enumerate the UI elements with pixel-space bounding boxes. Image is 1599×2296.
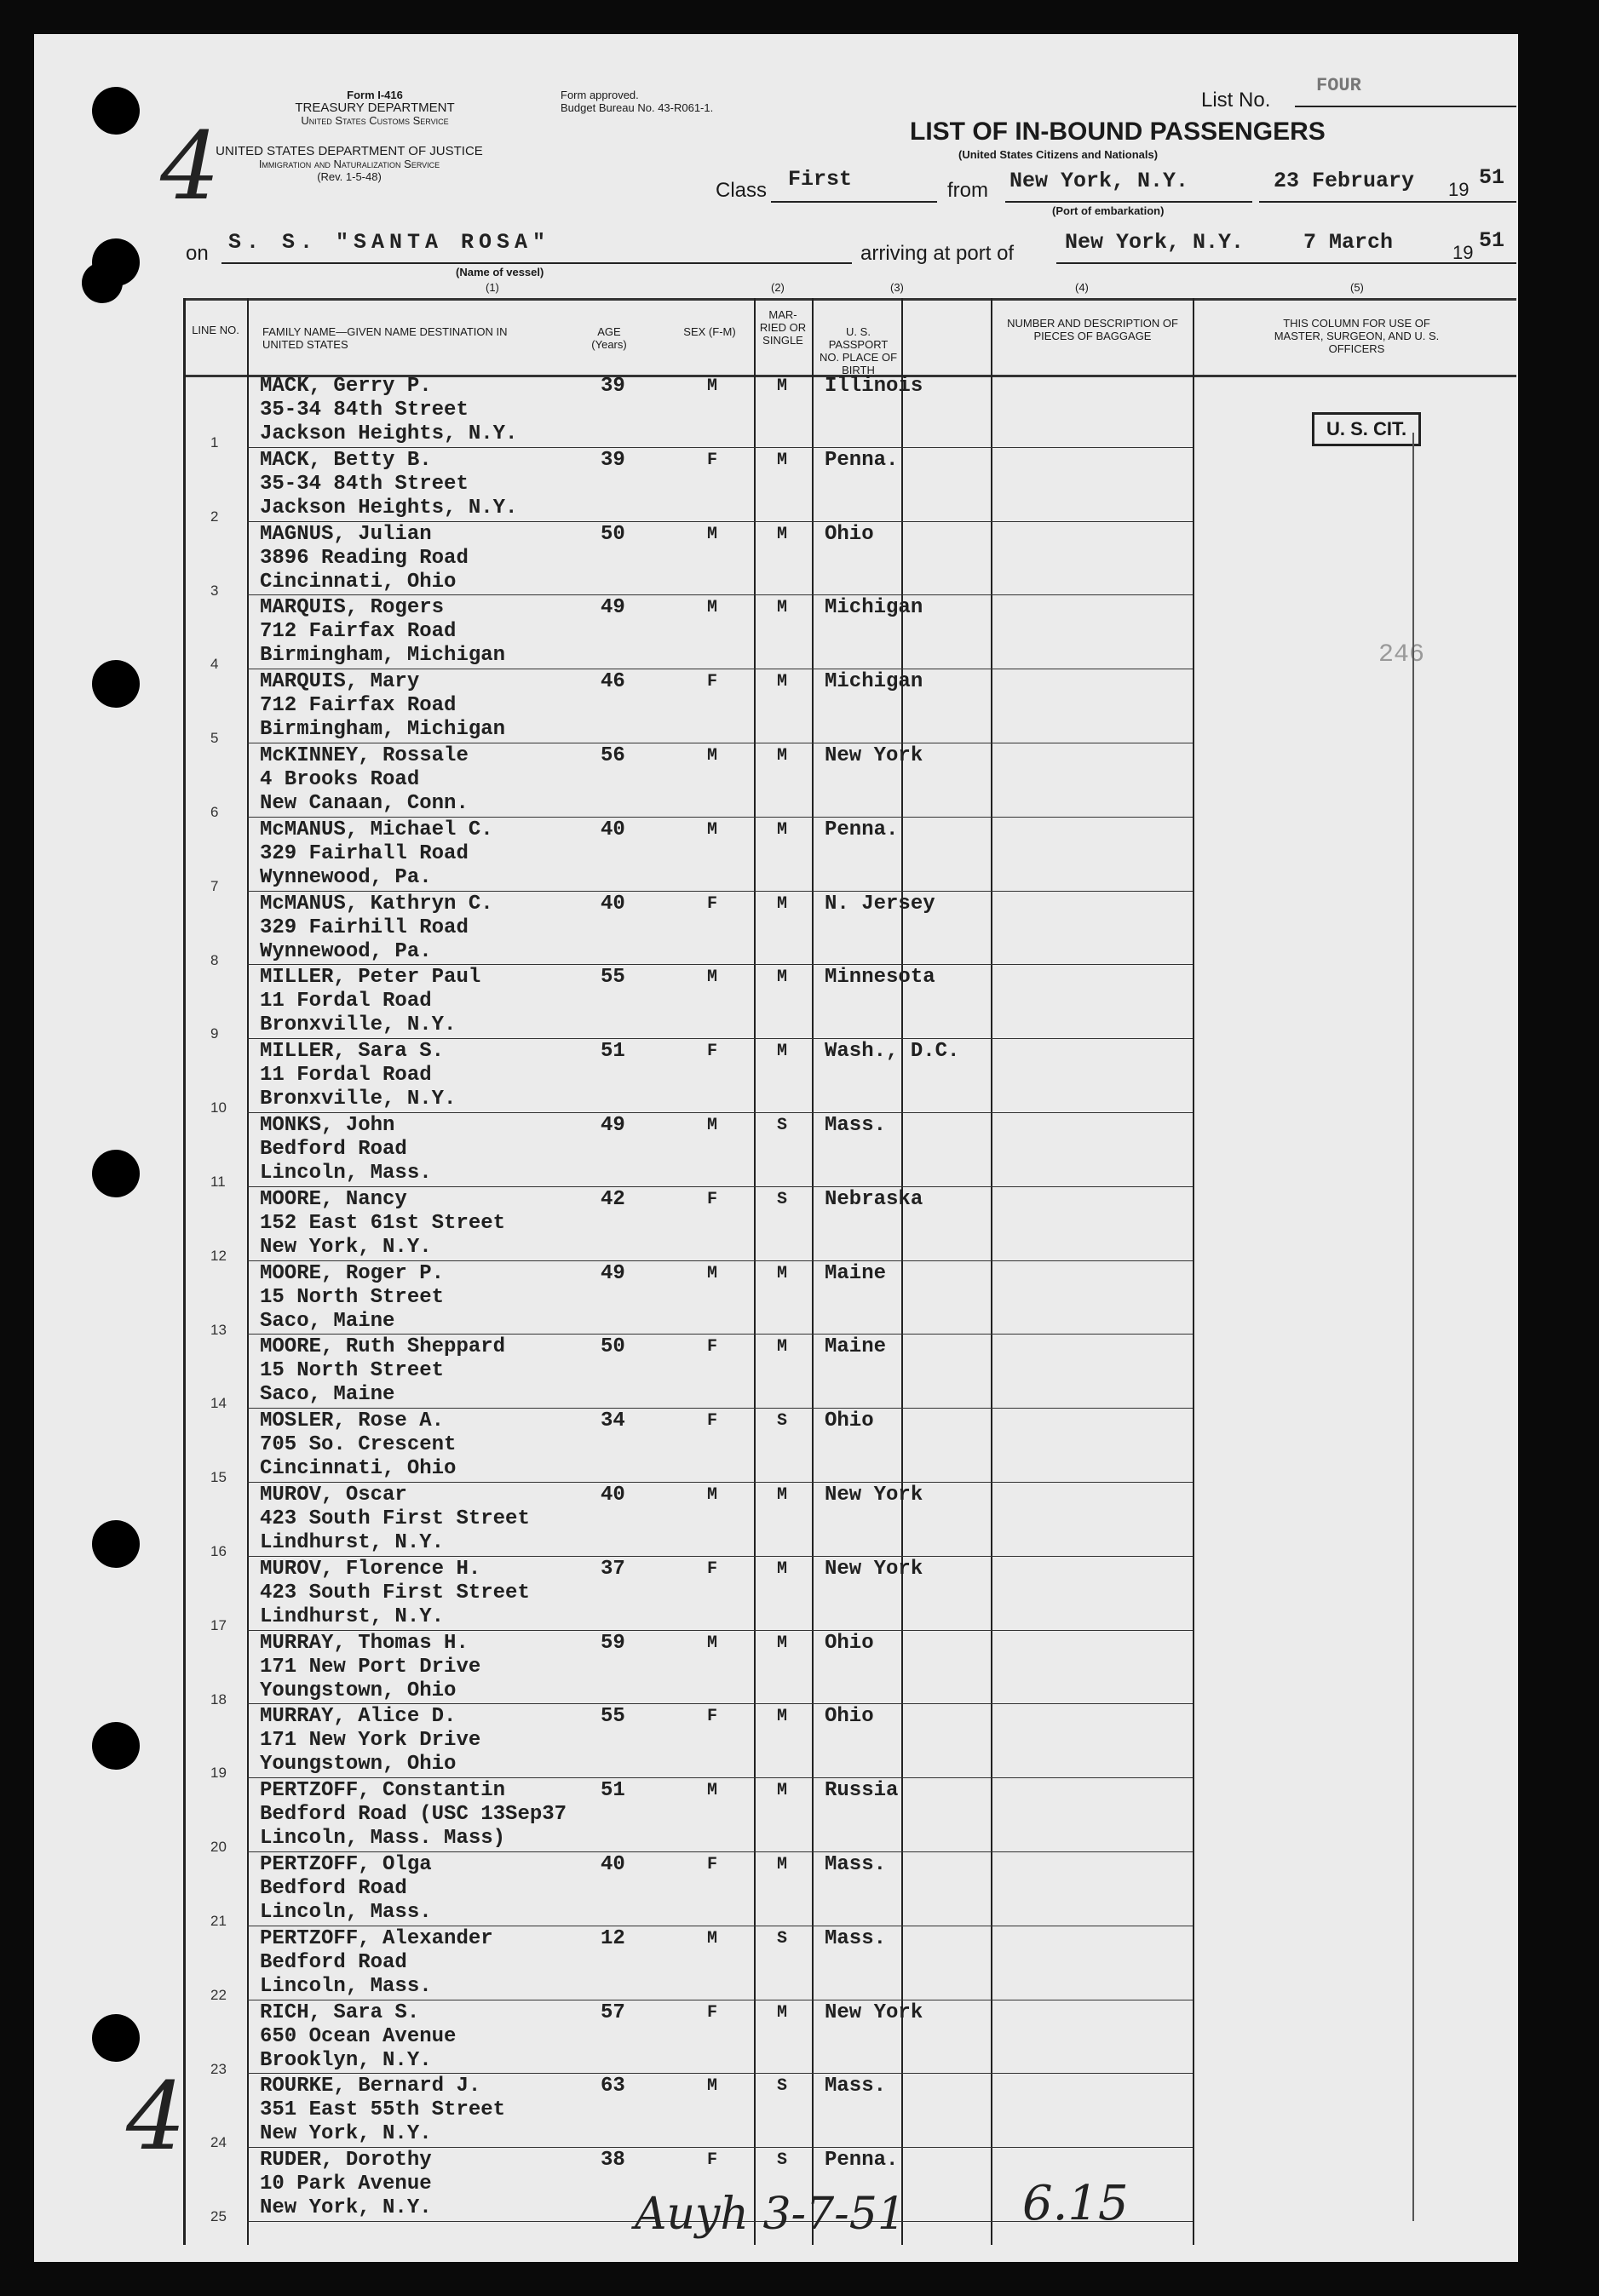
- passenger-marital: M: [777, 524, 788, 544]
- passenger-sex: F: [707, 1337, 718, 1358]
- from-label: from: [947, 179, 988, 202]
- passenger-sex: M: [707, 967, 718, 988]
- passenger-address: 329 Fairhill Road: [260, 916, 469, 939]
- passenger-birthplace: Ohio: [825, 1631, 874, 1655]
- passenger-city: Youngstown, Ohio: [260, 1753, 457, 1777]
- passenger-age: 39: [601, 448, 625, 472]
- form-approved: Form approved.: [561, 89, 639, 101]
- passenger-birthplace: Nebraska: [825, 1187, 923, 1211]
- passenger-marital: M: [777, 967, 788, 988]
- line-number: 7: [210, 877, 219, 894]
- passenger-marital: M: [777, 1855, 788, 1874]
- passenger-address: 11 Fordal Road: [260, 990, 432, 1013]
- passenger-sex: F: [707, 1042, 718, 1062]
- passenger-city: Jackson Heights, N.Y.: [260, 496, 518, 519]
- passenger-marital: S: [777, 2076, 788, 2097]
- col-number-2: (2): [771, 281, 785, 294]
- line-number: 12: [210, 1247, 227, 1264]
- passenger-birthplace: New York: [825, 1484, 923, 1507]
- passenger-birthplace: Michigan: [825, 596, 923, 620]
- binder-hole: [92, 1150, 140, 1197]
- passenger-name: PERTZOFF, Olga: [260, 1853, 432, 1876]
- line-number: 13: [210, 1321, 227, 1338]
- line-number: 24: [210, 2134, 227, 2151]
- passenger-name: MARQUIS, Rogers: [260, 596, 445, 620]
- vessel-caption: (Name of vessel): [456, 266, 544, 278]
- row-divider: [247, 1186, 1193, 1187]
- from-value: New York, N.Y.: [1009, 169, 1189, 193]
- passenger-address: 712 Fairfax Road: [260, 694, 457, 718]
- col-name: FAMILY NAME—GIVEN NAME DESTINATION IN UNITED STATES: [262, 325, 508, 351]
- passenger-age: 56: [601, 744, 625, 767]
- col-line-no: LINE NO.: [192, 324, 239, 336]
- row-divider: [247, 1630, 1193, 1631]
- passenger-marital: S: [777, 1116, 788, 1135]
- passenger-city: Saco, Maine: [260, 1383, 395, 1407]
- passenger-name: MOORE, Nancy: [260, 1187, 407, 1211]
- arrival-date: 7 March: [1303, 230, 1394, 255]
- passenger-city: Youngstown, Ohio: [260, 1679, 457, 1702]
- line-number: 21: [210, 1913, 227, 1929]
- passenger-marital: S: [777, 1928, 788, 1949]
- passenger-age: 34: [601, 1409, 625, 1433]
- binder-hole: [92, 660, 140, 708]
- passenger-name: ROURKE, Bernard J.: [260, 2075, 481, 2098]
- passenger-birthplace: Ohio: [825, 1705, 874, 1729]
- passenger-age: 40: [601, 1484, 625, 1507]
- class-value: First: [788, 167, 853, 192]
- passenger-marital: M: [777, 2002, 788, 2023]
- passenger-address: Bedford Road: [260, 1877, 407, 1900]
- passenger-name: MONKS, John: [260, 1114, 395, 1137]
- passenger-birthplace: Mass.: [825, 1926, 887, 1950]
- passenger-age: 40: [601, 892, 625, 916]
- passenger-marital: M: [777, 1263, 788, 1283]
- passenger-birthplace: Penna.: [825, 448, 899, 472]
- passenger-address: 171 New Port Drive: [260, 1655, 481, 1679]
- passenger-name: MURRAY, Thomas H.: [260, 1631, 469, 1655]
- passenger-age: 55: [601, 966, 625, 990]
- passenger-city: New York, N.Y.: [260, 1235, 432, 1259]
- passenger-birthplace: Michigan: [825, 670, 923, 694]
- row-divider: [247, 1851, 1193, 1852]
- row-divider: [247, 447, 1193, 448]
- passenger-sex: F: [707, 672, 718, 692]
- passenger-city: Jackson Heights, N.Y.: [260, 422, 518, 445]
- row-divider: [247, 2147, 1193, 2148]
- row-divider: [247, 1482, 1193, 1483]
- passenger-birthplace: Maine: [825, 1261, 887, 1285]
- passenger-city: Brooklyn, N.Y.: [260, 2048, 432, 2072]
- passenger-age: 12: [601, 1926, 625, 1950]
- line-number: 10: [210, 1099, 227, 1116]
- passenger-sex: F: [707, 2150, 718, 2171]
- col-age: AGE (Years): [591, 325, 627, 351]
- passenger-sex: F: [707, 2002, 718, 2023]
- binder-hole: [92, 2014, 140, 2062]
- line-number: 17: [210, 1616, 227, 1633]
- passenger-name: MUROV, Oscar: [260, 1484, 407, 1507]
- passenger-age: 49: [601, 1114, 625, 1137]
- form-number: Form I-416: [347, 89, 403, 101]
- passenger-city: Lincoln, Mass. Mass): [260, 1827, 506, 1851]
- us-citizen-stamp: U. S. CIT.: [1312, 412, 1421, 446]
- passenger-marital: M: [777, 598, 788, 618]
- passenger-birthplace: Minnesota: [825, 966, 935, 990]
- line-number: 23: [210, 2060, 227, 2077]
- passenger-address: 171 New York Drive: [260, 1729, 481, 1753]
- passenger-city: Lincoln, Mass.: [260, 1901, 432, 1924]
- passenger-age: 42: [601, 1187, 625, 1211]
- passenger-marital: M: [777, 1633, 788, 1653]
- passenger-name: MILLER, Peter Paul: [260, 966, 481, 990]
- passenger-birthplace: N. Jersey: [825, 892, 935, 916]
- line-number: 20: [210, 1839, 227, 1856]
- col-number-3: (3): [890, 281, 904, 294]
- line-number: 18: [210, 1690, 227, 1708]
- passenger-birthplace: Maine: [825, 1335, 887, 1359]
- passenger-name: MOSLER, Rose A.: [260, 1409, 445, 1433]
- passenger-city: Cincinnati, Ohio: [260, 570, 457, 594]
- row-divider: [247, 817, 1193, 818]
- passenger-city: Cincinnati, Ohio: [260, 1457, 457, 1481]
- passenger-sex: F: [707, 893, 718, 914]
- passenger-birthplace: Mass.: [825, 1853, 887, 1876]
- passenger-marital: M: [777, 1781, 788, 1801]
- binder-hole: [82, 262, 123, 303]
- passenger-name: MAGNUS, Julian: [260, 522, 432, 546]
- line-number: 4: [210, 656, 219, 673]
- passenger-sex: F: [707, 1411, 718, 1432]
- bottom-annotation: Auyh 3-7-51: [635, 2189, 906, 2240]
- passenger-birthplace: Ohio: [825, 1409, 874, 1433]
- passenger-city: New York, N.Y.: [260, 2196, 432, 2220]
- passenger-name: MUROV, Florence H.: [260, 1557, 481, 1581]
- vessel-name: S. S. "SANTA ROSA": [228, 230, 551, 255]
- row-divider: [247, 1408, 1193, 1409]
- passenger-city: Lindhurst, N.Y.: [260, 1531, 445, 1554]
- line-number: 1: [210, 434, 219, 451]
- passenger-birthplace: New York: [825, 744, 923, 767]
- passenger-marital: M: [777, 746, 788, 766]
- passenger-sex: M: [707, 1781, 718, 1801]
- passenger-marital: M: [777, 819, 788, 840]
- treasury-dept: TREASURY DEPARTMENT: [295, 100, 455, 115]
- col-baggage: NUMBER AND DESCRIPTION OF PIECES OF BAGGAGE: [1007, 317, 1178, 342]
- passenger-name: PERTZOFF, Alexander: [260, 1926, 493, 1950]
- row-divider: [247, 594, 1193, 595]
- passenger-sex: M: [707, 1116, 718, 1135]
- passenger-address: 423 South First Street: [260, 1581, 530, 1604]
- passenger-age: 49: [601, 596, 625, 620]
- passenger-birthplace: Ohio: [825, 522, 874, 546]
- passenger-address: 329 Fairhall Road: [260, 841, 469, 865]
- passenger-sex: M: [707, 1633, 718, 1653]
- passenger-city: Lincoln, Mass.: [260, 1974, 432, 1998]
- passenger-birthplace: New York: [825, 1557, 923, 1581]
- passenger-marital: M: [777, 1558, 788, 1579]
- passenger-address: 423 South First Street: [260, 1507, 530, 1530]
- passenger-age: 50: [601, 1335, 625, 1359]
- passenger-sex: F: [707, 1189, 718, 1209]
- passenger-age: 57: [601, 2000, 625, 2024]
- passenger-name: MURRAY, Alice D.: [260, 1705, 457, 1729]
- year-prefix-2: 19: [1452, 242, 1474, 263]
- passenger-birthplace: Mass.: [825, 1114, 887, 1137]
- passenger-age: 59: [601, 1631, 625, 1655]
- budget-bureau: Budget Bureau No. 43-R061-1.: [561, 101, 714, 114]
- passenger-birthplace: Wash., D.C.: [825, 1040, 960, 1064]
- passenger-age: 63: [601, 2075, 625, 2098]
- passenger-sex: M: [707, 524, 718, 544]
- year-prefix-1: 19: [1448, 179, 1470, 200]
- passenger-city: Lincoln, Mass.: [260, 1162, 432, 1185]
- passenger-city: New York, N.Y.: [260, 2122, 432, 2146]
- col-passport: U. S. PASSPORT NO. PLACE OF BIRTH: [819, 325, 898, 376]
- passenger-name: RICH, Sara S.: [260, 2000, 420, 2024]
- passenger-birthplace: Penna.: [825, 2149, 899, 2173]
- passenger-address: Bedford Road: [260, 1950, 407, 1974]
- passenger-sex: M: [707, 819, 718, 840]
- col-sex: SEX (F-M): [683, 325, 736, 338]
- passenger-city: Wynnewood, Pa.: [260, 939, 432, 963]
- passenger-marital: M: [777, 672, 788, 692]
- year-suffix-2: 51: [1479, 228, 1505, 253]
- immigration-service: Immigration and Naturalization Service: [258, 158, 440, 170]
- passenger-name: McKINNEY, Rossale: [260, 744, 469, 767]
- passenger-address: 705 So. Crescent: [260, 1433, 457, 1457]
- row-divider: [247, 1334, 1193, 1335]
- officer-number: 246: [1378, 640, 1425, 669]
- line-number: 19: [210, 1765, 227, 1782]
- passenger-sex: M: [707, 2076, 718, 2097]
- col-number-4: (4): [1075, 281, 1089, 294]
- row-divider: [247, 1038, 1193, 1039]
- page-title: LIST OF IN-BOUND PASSENGERS: [910, 118, 1326, 146]
- passenger-age: 51: [601, 1040, 625, 1064]
- passenger-address: 15 North Street: [260, 1285, 445, 1309]
- passenger-birthplace: Illinois: [825, 375, 923, 398]
- passenger-address: Bedford Road: [260, 1138, 407, 1161]
- line-number: 14: [210, 1395, 227, 1412]
- line-number: 9: [210, 1025, 219, 1042]
- passenger-marital: M: [777, 1042, 788, 1062]
- customs-service: United States Customs Service: [301, 114, 449, 127]
- passenger-marital: S: [777, 1189, 788, 1209]
- passenger-age: 50: [601, 522, 625, 546]
- passenger-age: 39: [601, 375, 625, 398]
- passenger-city: Bronxville, N.Y.: [260, 1088, 457, 1111]
- revision: (Rev. 1-5-48): [317, 170, 382, 183]
- row-divider: [247, 1777, 1193, 1778]
- passenger-name: McMANUS, Michael C.: [260, 818, 493, 841]
- row-divider: [247, 1556, 1193, 1557]
- class-label: Class: [716, 179, 768, 202]
- passenger-name: MILLER, Sara S.: [260, 1040, 445, 1064]
- passenger-city: Birmingham, Michigan: [260, 718, 506, 742]
- row-divider: [247, 1112, 1193, 1113]
- justice-dept: UNITED STATES DEPARTMENT OF JUSTICE: [216, 144, 483, 158]
- passenger-marital: M: [777, 376, 788, 396]
- on-label: on: [186, 242, 209, 265]
- passenger-city: Bronxville, N.Y.: [260, 1013, 457, 1037]
- passenger-city: Lindhurst, N.Y.: [260, 1604, 445, 1628]
- binder-hole: [92, 1722, 140, 1770]
- passenger-birthplace: Russia: [825, 1779, 899, 1803]
- line-number: 5: [210, 730, 219, 747]
- passenger-marital: M: [777, 893, 788, 914]
- passenger-age: 49: [601, 1261, 625, 1285]
- passenger-age: 55: [601, 1705, 625, 1729]
- passenger-name: MACK, Gerry P.: [260, 375, 432, 398]
- binder-hole: [92, 87, 140, 135]
- handwritten-page-number: 4: [160, 112, 220, 221]
- passenger-city: New Canaan, Conn.: [260, 792, 469, 815]
- passenger-address: 35-34 84th Street: [260, 472, 469, 496]
- passenger-age: 40: [601, 818, 625, 841]
- passenger-name: RUDER, Dorothy: [260, 2149, 432, 2173]
- passenger-sex: M: [707, 1263, 718, 1283]
- passenger-birthplace: Penna.: [825, 818, 899, 841]
- passenger-sex: M: [707, 376, 718, 396]
- line-number: 2: [210, 508, 219, 525]
- row-divider: [247, 964, 1193, 965]
- passenger-sex: M: [707, 1928, 718, 1949]
- bottom-annotation-2: 6.15: [1022, 2176, 1129, 2231]
- passenger-name: MARQUIS, Mary: [260, 670, 420, 694]
- passenger-address: 650 Ocean Avenue: [260, 2024, 457, 2048]
- passenger-sex: M: [707, 746, 718, 766]
- passenger-city: Saco, Maine: [260, 1309, 395, 1333]
- passenger-sex: F: [707, 1558, 718, 1579]
- passenger-name: PERTZOFF, Constantin: [260, 1779, 506, 1803]
- passenger-address: 712 Fairfax Road: [260, 620, 457, 644]
- binder-hole: [92, 1520, 140, 1568]
- passenger-marital: M: [777, 1485, 788, 1505]
- passenger-sex: F: [707, 450, 718, 470]
- list-no-label: List No.: [1201, 89, 1271, 112]
- year-suffix-1: 51: [1479, 165, 1505, 190]
- passenger-name: MOORE, Ruth Sheppard: [260, 1335, 506, 1359]
- line-number: 15: [210, 1469, 227, 1486]
- passenger-address: 3896 Reading Road: [260, 546, 469, 570]
- passenger-age: 40: [601, 1853, 625, 1876]
- row-divider: [247, 891, 1193, 892]
- col-number-5: (5): [1350, 281, 1364, 294]
- passenger-address: 4 Brooks Road: [260, 768, 420, 791]
- passenger-address: 10 Park Avenue: [260, 2173, 432, 2196]
- passenger-marital: M: [777, 1337, 788, 1358]
- list-no-value: FOUR: [1316, 75, 1361, 96]
- passenger-birthplace: Mass.: [825, 2075, 887, 2098]
- passenger-address: 152 East 61st Street: [260, 1211, 506, 1235]
- passenger-marital: S: [777, 2150, 788, 2171]
- row-divider: [247, 2073, 1193, 2074]
- col-number-1: (1): [486, 281, 499, 294]
- line-number: 16: [210, 1543, 227, 1559]
- passenger-name: MACK, Betty B.: [260, 448, 432, 472]
- passenger-sex: F: [707, 1707, 718, 1727]
- line-number: 8: [210, 951, 219, 968]
- passenger-sex: M: [707, 598, 718, 618]
- passenger-age: 51: [601, 1779, 625, 1803]
- passenger-age: 38: [601, 2149, 625, 2173]
- col-married: MAR-RIED OR SINGLE: [759, 308, 807, 347]
- manifest-page: [34, 34, 1518, 2262]
- line-number: 22: [210, 1986, 227, 2003]
- passenger-sex: F: [707, 1855, 718, 1874]
- arriving-label: arriving at port of: [860, 242, 1015, 265]
- passenger-city: Birmingham, Michigan: [260, 644, 506, 668]
- passenger-address: 351 East 55th Street: [260, 2098, 506, 2122]
- arrival-port: New York, N.Y.: [1065, 230, 1245, 255]
- passenger-name: MOORE, Roger P.: [260, 1261, 445, 1285]
- row-divider: [247, 1703, 1193, 1704]
- page-subtitle: (United States Citizens and Nationals): [958, 148, 1159, 161]
- line-number: 3: [210, 582, 219, 599]
- passenger-marital: M: [777, 450, 788, 470]
- embark-date: 23 February: [1274, 169, 1415, 193]
- passenger-address: 15 North Street: [260, 1359, 445, 1383]
- passenger-birthplace: New York: [825, 2000, 923, 2024]
- passenger-marital: M: [777, 1707, 788, 1727]
- passenger-age: 46: [601, 670, 625, 694]
- passenger-name: McMANUS, Kathryn C.: [260, 892, 493, 916]
- passenger-age: 37: [601, 1557, 625, 1581]
- line-number: 11: [210, 1174, 226, 1190]
- handwritten-bottom-number: 4: [126, 2062, 186, 2171]
- col-officers: THIS COLUMN FOR USE OF MASTER, SURGEON, AND U. S. OFFICERS: [1274, 317, 1440, 355]
- passenger-address: Bedford Road (USC 13Sep37: [260, 1803, 567, 1827]
- passenger-address: 11 Fordal Road: [260, 1064, 432, 1088]
- passenger-address: 35-34 84th Street: [260, 399, 469, 422]
- row-divider: [247, 1260, 1193, 1261]
- line-number: 25: [210, 2208, 227, 2225]
- port-embark-caption: (Port of embarkation): [1052, 204, 1165, 217]
- passenger-city: Wynnewood, Pa.: [260, 865, 432, 889]
- passenger-marital: S: [777, 1411, 788, 1432]
- row-divider: [247, 521, 1193, 522]
- passenger-sex: M: [707, 1485, 718, 1505]
- line-number: 6: [210, 804, 219, 820]
